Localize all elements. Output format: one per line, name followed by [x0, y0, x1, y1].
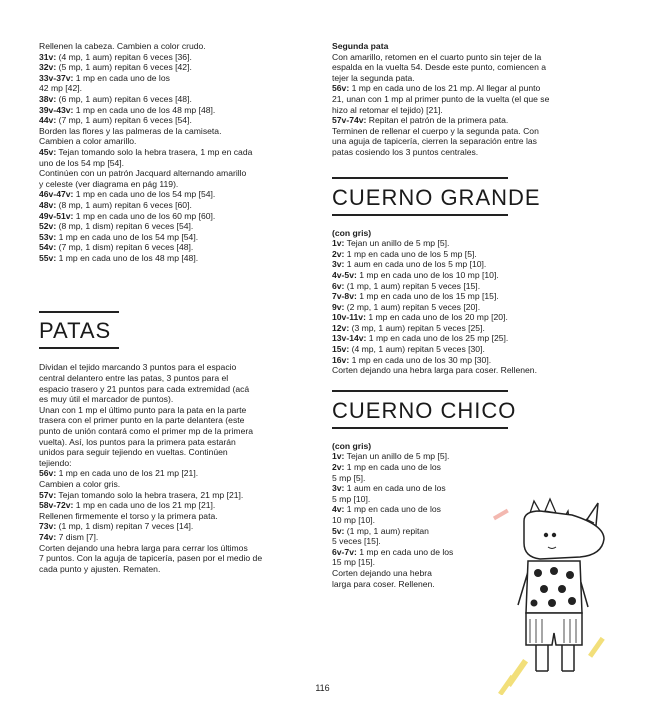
instruction-line: [332, 451, 604, 462]
instruction-line: [39, 405, 311, 416]
step-text: 10 mp [10].: [332, 515, 375, 525]
step-text: 1 mp en cada uno de los 54 mp [54].: [56, 231, 199, 242]
instruction-line: [39, 543, 311, 554]
instruction-line: [39, 458, 311, 469]
step-text: tejer la segunda pata.: [332, 72, 415, 83]
instruction-line: [39, 147, 311, 158]
step-label: 15v:: [332, 344, 350, 355]
instruction-line: [39, 511, 311, 522]
instruction-line: [39, 479, 311, 490]
step-text: (1 mp, 1 dism) repitan 7 veces [14].: [56, 521, 194, 532]
instruction-line: [39, 500, 311, 511]
step-text: (8 mp, 1 aum) repitan 6 veces [60].: [56, 199, 192, 210]
step-text: punto de unión contará como el primer mp de la primera: [39, 426, 254, 437]
section-rule: [332, 390, 508, 392]
instruction-line: [39, 189, 311, 200]
step-text: 42 mp [42].: [39, 83, 82, 94]
instruction-line: [39, 168, 311, 179]
section-heading-cuerno-chico: CUERNO CHICO: [332, 397, 517, 423]
instruction-line: [39, 437, 311, 448]
step-label: 5v:: [332, 525, 345, 536]
instruction-line: [332, 281, 604, 292]
step-text: (5 mp, 1 aum) repitan 6 veces [42].: [56, 62, 192, 73]
instruction-line: [39, 73, 311, 84]
step-label: 32v:: [39, 62, 57, 73]
instruction-line: [39, 179, 311, 190]
instructions-cuerno-grande: [332, 228, 604, 376]
step-text: Corten dejando una hebra larga para coser. Rellenen.: [332, 365, 537, 376]
instruction-line: [332, 355, 604, 366]
instruction-line: [39, 126, 311, 137]
step-label: 12v:: [332, 322, 350, 333]
step-label: 31v:: [39, 51, 57, 62]
step-text: 1 mp en cada uno de los 15 mp [15].: [356, 291, 499, 302]
instruction-line: [39, 362, 311, 373]
instructions-segunda-pata: [332, 41, 604, 158]
instruction-line: [39, 232, 311, 243]
instruction-line: [39, 564, 311, 575]
step-label: 9v:: [332, 301, 345, 312]
step-text: Tejan tomando solo la hebra trasera, 21 mp [21].: [56, 489, 244, 500]
instruction-line: [332, 312, 604, 323]
step-text: 1 mp en cada uno de los 20 mp [20].: [365, 312, 508, 323]
step-label: 33v-37v:: [39, 72, 74, 83]
step-text: Repitan el patrón de la primera pata.: [366, 115, 509, 126]
instruction-line: [332, 291, 604, 302]
instruction-line: [332, 270, 604, 281]
step-text: 1 mp en cada uno de los: [73, 72, 170, 83]
instruction-line: [39, 115, 311, 126]
step-label: Segunda pata: [332, 41, 389, 51]
instruction-line: [332, 83, 604, 94]
step-label: 54v:: [39, 242, 57, 253]
step-text: 1 mp en cada uno de los 60 mp [60].: [73, 210, 216, 221]
instruction-line: [332, 259, 604, 270]
step-text: Con amarillo, retomen en el cuarto punto sin tejer de la: [332, 51, 542, 62]
instructions-head-body: [39, 41, 311, 263]
step-text: (1 mp, 1 aum) repitan: [344, 525, 429, 536]
step-label: 3v:: [332, 483, 345, 494]
step-text: 1 mp en cada uno de los: [344, 504, 441, 515]
step-text: patas cosiendo los 3 puntos centrales.: [332, 146, 479, 157]
step-label: 74v:: [39, 531, 57, 542]
instruction-line: [332, 147, 604, 158]
step-label: 52v:: [39, 221, 57, 232]
step-label: (con gris): [332, 440, 372, 451]
instruction-line: [39, 136, 311, 147]
instruction-line: [39, 468, 311, 479]
instruction-line: [39, 242, 311, 253]
instruction-line: [332, 136, 604, 147]
step-text: espacio trasero y 21 puntos para cada extremidad (acá: [39, 383, 250, 394]
step-text: (4 mp, 1 aum) repitan 5 veces [30].: [349, 344, 485, 355]
instruction-line: [39, 52, 311, 63]
step-text: Rellenen firmemente el torso y la primera pata.: [39, 510, 218, 521]
step-label: 4v-5v:: [332, 269, 357, 280]
instruction-line: [39, 83, 311, 94]
instruction-line: [332, 441, 604, 452]
instruction-line: [332, 365, 604, 376]
instruction-line: [332, 462, 604, 473]
step-text: 5 veces [15].: [332, 536, 381, 547]
step-text: Corten dejando una hebra larga para cerrar los últimos: [39, 542, 248, 553]
section-rule: [332, 177, 508, 179]
instruction-line: [332, 73, 604, 84]
step-text: 1 mp en cada uno de los 21 mp [21].: [56, 468, 199, 479]
step-text: 1 mp en cada uno de los 54 mp [54].: [73, 189, 216, 200]
step-label: 48v:: [39, 199, 57, 210]
instruction-line: [332, 249, 604, 260]
instruction-line: [39, 158, 311, 169]
step-text: uno de los 54 mp [54].: [39, 157, 125, 168]
step-label: 49v-51v:: [39, 210, 74, 221]
step-label: 58v-72v:: [39, 500, 74, 511]
instruction-line: [39, 415, 311, 426]
instruction-line: [332, 115, 604, 126]
instruction-line: [39, 447, 311, 458]
step-text: vuelta). Así, los puntos para la primera pata estarán: [39, 436, 236, 447]
step-label: 10v-11v:: [332, 312, 366, 323]
instruction-line: [332, 344, 604, 355]
step-label: 45v:: [39, 146, 57, 157]
step-text: y celeste (ver diagrama en pág 119).: [39, 178, 179, 189]
instruction-line: [39, 394, 311, 405]
step-text: (1 mp, 1 aum) repitan 5 veces [15].: [344, 280, 481, 291]
step-text: una aguja de tapicería, cierren la separación entre las: [332, 136, 537, 147]
instruction-line: [332, 126, 604, 137]
step-text: central delantero entre las patas, 3 puntos para el: [39, 373, 229, 384]
instruction-line: [39, 553, 311, 564]
step-text: (3 mp, 1 aum) repitan 5 veces [25].: [349, 322, 485, 333]
instruction-line: [39, 41, 311, 52]
step-text: 15 mp [15].: [332, 557, 375, 568]
instruction-line: [332, 41, 604, 52]
instruction-line: [332, 323, 604, 334]
step-label: 6v-7v:: [332, 546, 357, 557]
step-text: (8 mp, 1 dism) repitan 6 veces [54].: [56, 221, 194, 232]
instruction-line: [39, 521, 311, 532]
step-text: Terminen de rellenar el cuerpo y la segunda pata. Con: [332, 125, 539, 136]
step-label: 2v:: [332, 462, 345, 473]
step-label: (con gris): [332, 227, 372, 238]
step-text: 1 mp en cada uno de los 25 mp [25].: [366, 333, 509, 344]
step-text: Tejan tomando solo la hebra trasera, 1 mp en cada: [56, 146, 253, 157]
step-label: 57v-74v:: [332, 115, 367, 126]
instruction-line: [39, 253, 311, 264]
step-label: 73v:: [39, 521, 57, 532]
step-label: 57v:: [39, 489, 57, 500]
step-text: 21, unan con 1 mp al primer punto de la vuelta (el que se: [332, 93, 550, 104]
step-text: es muy útil el marcador de puntos).: [39, 394, 174, 405]
step-text: 1 mp en cada uno de los 48 mp [48].: [73, 104, 216, 115]
instruction-line: [39, 221, 311, 232]
step-text: 1 aum en cada uno de los 5 mp [10].: [344, 259, 487, 270]
step-label: 46v-47v:: [39, 189, 74, 200]
step-text: 7 puntos. Con la aguja de tapicería, pasen por el medio de: [39, 553, 263, 564]
instruction-line: [39, 62, 311, 73]
section-rule: [39, 311, 119, 313]
step-label: 16v:: [332, 354, 350, 365]
instruction-line: [332, 483, 604, 494]
step-label: 1v:: [332, 238, 345, 249]
instruction-line: [39, 211, 311, 222]
step-text: Tejan un anillo de 5 mp [5].: [344, 238, 450, 249]
step-label: 4v:: [332, 504, 345, 515]
instruction-line: [39, 490, 311, 501]
instruction-line: [332, 52, 604, 63]
step-label: 53v:: [39, 231, 57, 242]
step-text: 1 mp en cada uno de los 21 mp [21].: [73, 500, 216, 511]
step-label: 39v-43v:: [39, 104, 74, 115]
step-text: Borden las flores y las palmeras de la camiseta.: [39, 125, 222, 136]
instruction-line: [39, 94, 311, 105]
instruction-line: [39, 532, 311, 543]
step-text: Continúen con un patrón Jacquard alternando amarillo: [39, 168, 247, 179]
step-text: 1 mp en cada uno de los: [356, 546, 454, 557]
step-label: 56v:: [39, 468, 57, 479]
step-text: cada punto y ajusten. Rematen.: [39, 563, 161, 574]
step-text: Rellenen la cabeza. Cambien a color crudo.: [39, 41, 206, 51]
step-text: Cambien a color amarillo.: [39, 136, 137, 147]
left-column: [39, 41, 311, 574]
instruction-line: [332, 105, 604, 116]
step-text: 1 mp en cada uno de los 5 mp [5].: [344, 248, 477, 259]
step-text: 1 aum en cada uno de los: [344, 483, 446, 494]
instruction-line: [39, 384, 311, 395]
step-text: (2 mp, 1 aum) repitan 5 veces [20].: [344, 301, 481, 312]
instruction-line: [39, 105, 311, 116]
step-text: tejiendo:: [39, 457, 72, 468]
instruction-line: [332, 473, 604, 484]
step-text: Corten dejando una hebra: [332, 567, 432, 578]
step-label: 2v:: [332, 248, 345, 259]
instruction-line: [332, 238, 604, 249]
step-text: unidos para seguir tejiendo en vueltas. Continúen: [39, 447, 228, 458]
instruction-line: [332, 62, 604, 73]
step-text: (6 mp, 1 aum) repitan 6 veces [48].: [56, 93, 192, 104]
step-text: hizo al retomar el tejido) [21].: [332, 104, 443, 115]
step-text: Cambien a color gris.: [39, 479, 121, 489]
instruction-line: [332, 94, 604, 105]
section-heading-cuerno-grande: CUERNO GRANDE: [332, 184, 541, 210]
step-text: (7 mp, 1 aum) repitan 6 veces [54].: [56, 115, 192, 126]
instruction-line: [39, 426, 311, 437]
step-text: 5 mp [10].: [332, 493, 371, 504]
step-text: 5 mp [5].: [332, 472, 366, 483]
step-text: (4 mp, 1 aum) repitan 6 veces [36].: [56, 51, 192, 62]
step-text: Tejan un anillo de 5 mp [5].: [344, 451, 450, 462]
section-heading-patas: PATAS: [39, 318, 112, 344]
step-text: 1 mp en cada uno de los 48 mp [48].: [56, 252, 199, 263]
step-text: Dividan el tejido marcando 3 puntos para el espacio: [39, 362, 237, 373]
instruction-line: [39, 373, 311, 384]
step-text: larga para coser. Rellenen.: [332, 578, 435, 589]
instruction-line: [39, 200, 311, 211]
step-text: 1 mp en cada uno de los 21 mp. Al llegar al punto: [349, 83, 541, 94]
step-text: 1 mp en cada uno de los 10 mp [10].: [356, 269, 499, 280]
step-label: 7v-8v:: [332, 291, 357, 302]
step-label: 38v:: [39, 93, 57, 104]
step-label: 44v:: [39, 115, 57, 126]
instruction-line: [332, 302, 604, 313]
step-label: 3v:: [332, 259, 345, 270]
step-label: 13v-14v:: [332, 333, 367, 344]
step-text: (7 mp, 1 dism) repitan 6 veces [48].: [56, 242, 194, 253]
step-text: 7 dism [7].: [56, 531, 99, 542]
step-text: espalda en la vuelta 54. Desde este punto, comiencen a: [332, 62, 547, 73]
step-text: 1 mp en cada uno de los 30 mp [30].: [349, 354, 492, 365]
step-label: 56v:: [332, 83, 350, 94]
instruction-line: [332, 333, 604, 344]
step-text: Unan con 1 mp el último punto para la pata en la parte: [39, 404, 247, 415]
step-label: 1v:: [332, 451, 345, 462]
rhino-illustration: [490, 495, 620, 695]
step-label: 55v:: [39, 252, 57, 263]
step-label: 6v:: [332, 280, 345, 291]
instruction-line: [332, 228, 604, 239]
page-number: 116: [315, 683, 330, 693]
step-text: trasera con el primer punto en la parte delantera (este: [39, 415, 245, 426]
step-text: 1 mp en cada uno de los: [344, 462, 441, 473]
instructions-patas: [39, 362, 311, 574]
